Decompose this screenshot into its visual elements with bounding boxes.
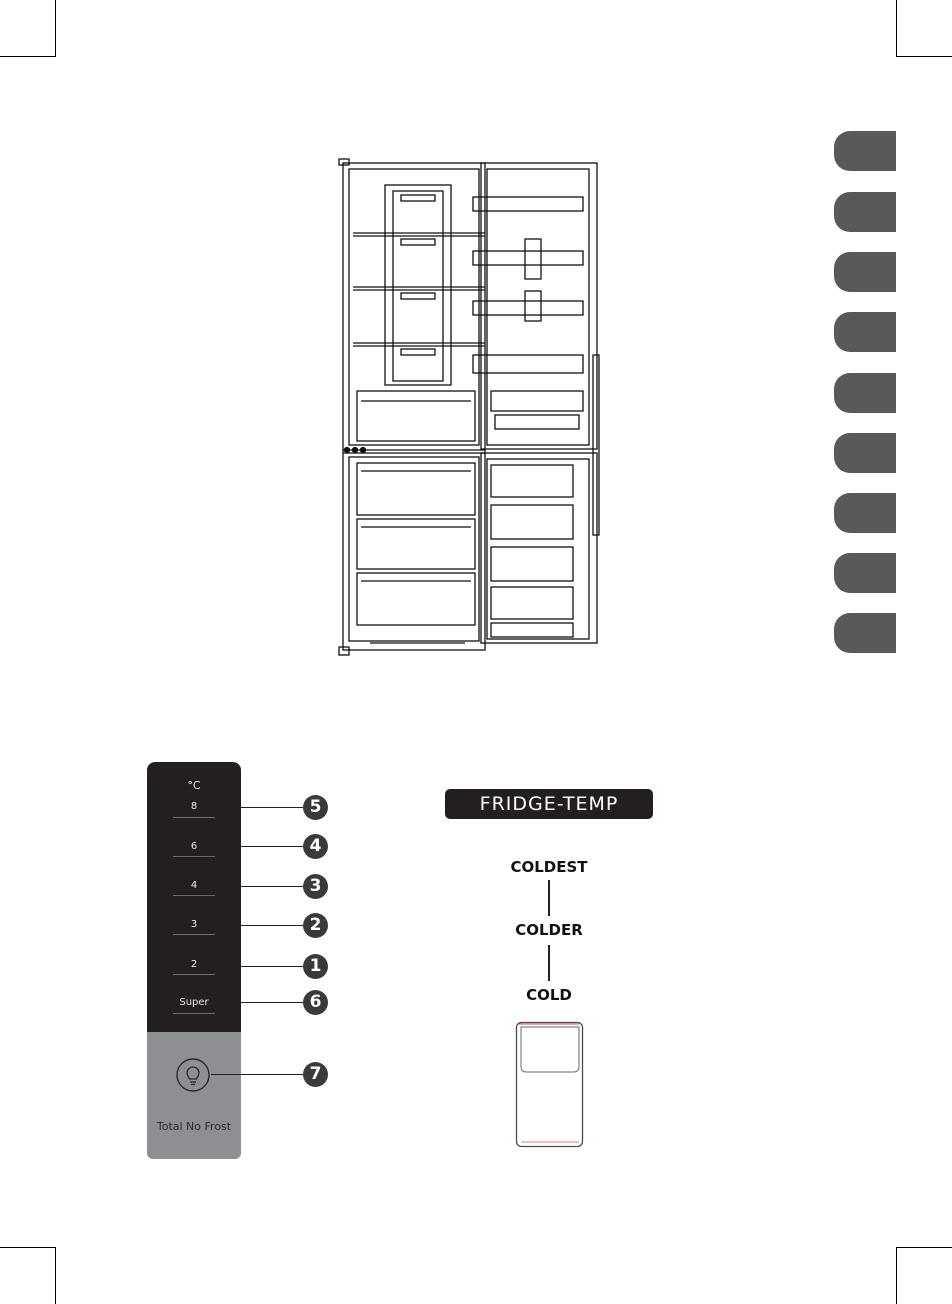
fridge-illustration (335, 155, 605, 665)
callout-4: 4 (303, 834, 328, 859)
divider (173, 974, 215, 975)
scale-connector-1 (548, 880, 550, 916)
level-colder: COLDER (515, 921, 583, 939)
callout-7: 7 (303, 1062, 328, 1087)
divider (173, 817, 215, 818)
callout-3: 3 (303, 874, 328, 899)
temp-level-2[interactable]: 2 (190, 959, 198, 970)
side-index-tab-7 (834, 493, 896, 533)
crop-mark-top-right-h (896, 56, 952, 57)
divider (173, 934, 215, 935)
unit-label: °C (187, 779, 201, 792)
callout-2: 2 (303, 913, 328, 938)
leader-line-7 (211, 1074, 303, 1075)
side-index-tab-8 (834, 553, 896, 593)
crop-mark-bottom-left-v (55, 1247, 56, 1304)
temp-level-3[interactable]: 3 (190, 919, 198, 930)
crop-mark-bottom-left-h (0, 1247, 56, 1248)
crop-mark-top-right-v (896, 0, 897, 57)
bulb-icon[interactable] (175, 1057, 211, 1093)
side-index-tab-9 (834, 613, 896, 653)
control-panel-lower (147, 1032, 241, 1159)
temp-level-8[interactable]: 8 (190, 801, 198, 812)
divider (173, 895, 215, 896)
crop-mark-bottom-right-h (896, 1247, 952, 1248)
side-index-tab-2 (834, 192, 896, 232)
callout-6: 6 (303, 990, 328, 1015)
level-cold: COLD (526, 986, 572, 1004)
temp-level-6[interactable]: 6 (190, 841, 198, 852)
crop-mark-top-left-h (0, 56, 56, 57)
divider (173, 856, 215, 857)
total-no-frost-label: Total No Frost (156, 1120, 232, 1133)
leader-line-1 (198, 966, 303, 967)
temperature-indicator (515, 1021, 585, 1149)
crop-mark-top-left-v (55, 0, 56, 57)
side-index-tab-1 (834, 131, 896, 171)
leader-line-2 (198, 925, 303, 926)
leader-line-6 (212, 1002, 303, 1003)
side-index-tab-6 (834, 433, 896, 473)
side-index-tab-3 (834, 252, 896, 292)
leader-line-3 (198, 886, 303, 887)
callout-5: 5 (303, 795, 328, 820)
callout-1: 1 (303, 954, 328, 979)
super-mode-label[interactable]: Super (179, 997, 209, 1008)
scale-connector-2 (548, 945, 550, 981)
divider (173, 1013, 215, 1014)
fridge-temp-badge: FRIDGE-TEMP (445, 789, 653, 819)
side-index-tab-5 (834, 373, 896, 413)
crop-mark-bottom-right-v (896, 1247, 897, 1304)
leader-line-4 (198, 846, 303, 847)
side-index-tab-4 (834, 312, 896, 352)
leader-line-5 (198, 807, 303, 808)
level-coldest: COLDEST (510, 858, 588, 876)
temp-level-4[interactable]: 4 (190, 880, 198, 891)
